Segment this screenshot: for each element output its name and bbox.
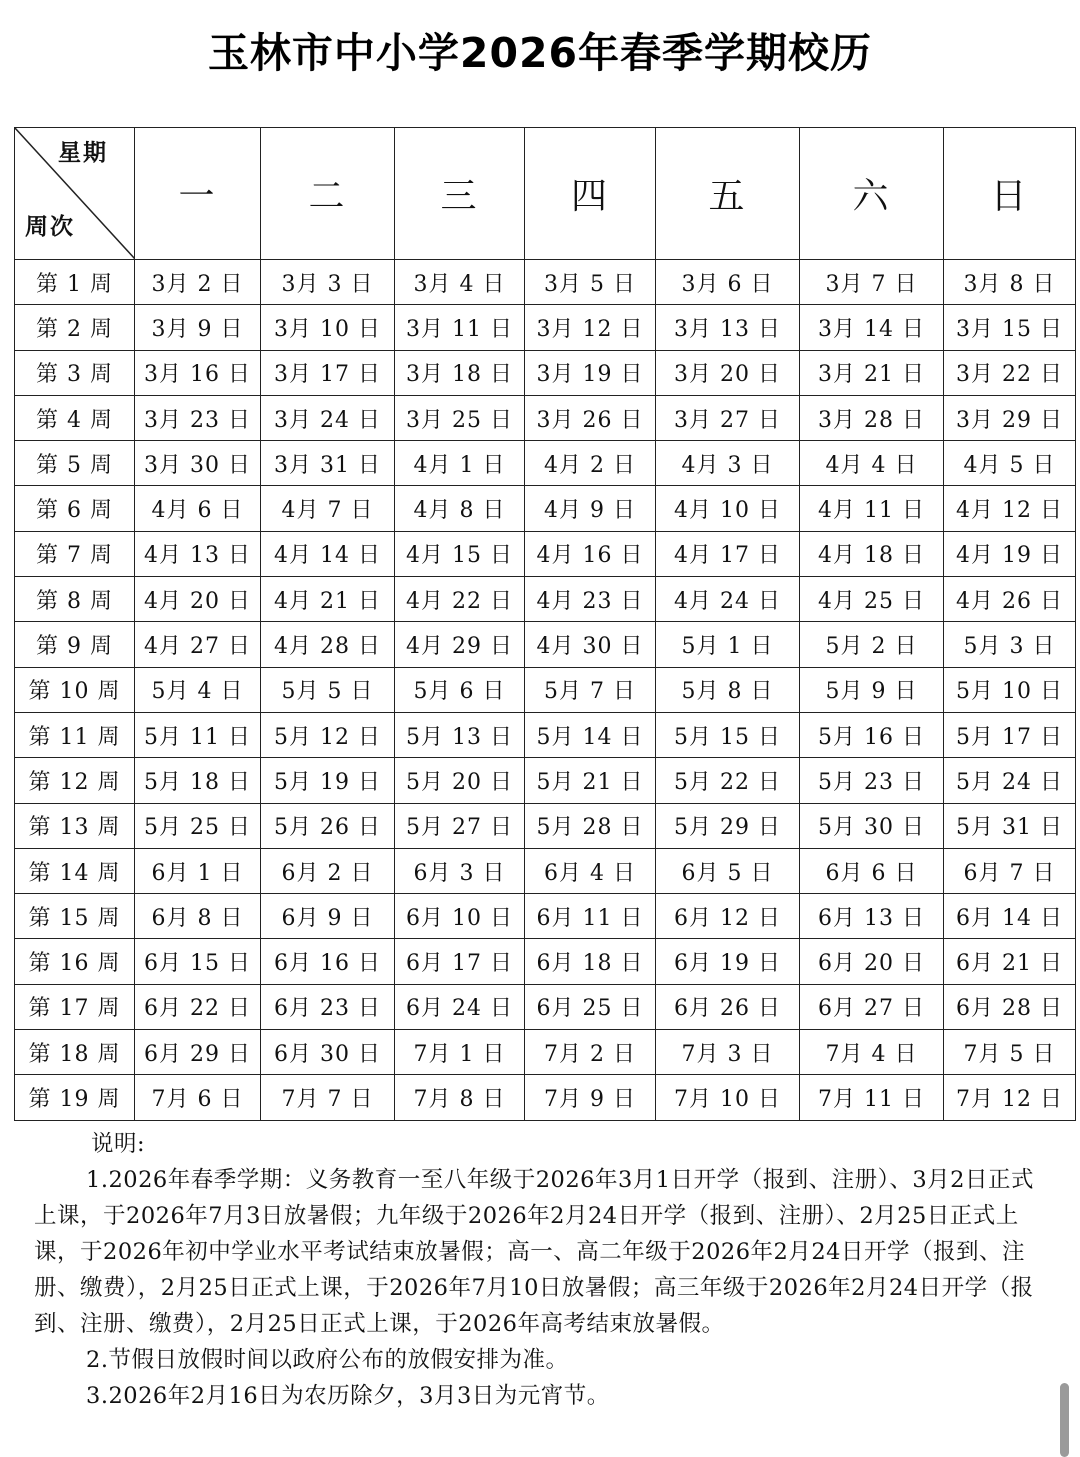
date-cell: 3月 11 日 bbox=[395, 305, 525, 350]
week-label-cell: 第 10 周 bbox=[15, 667, 135, 712]
date-cell: 6月 28 日 bbox=[944, 984, 1076, 1029]
date-cell: 3月 29 日 bbox=[944, 395, 1076, 440]
week-label-cell: 第 13 周 bbox=[15, 803, 135, 848]
table-row bbox=[15, 441, 1076, 486]
date-cell: 4月 25 日 bbox=[800, 577, 944, 622]
calendar-body bbox=[15, 260, 1076, 1121]
date-cell: 3月 21 日 bbox=[800, 350, 944, 395]
date-cell: 5月 16 日 bbox=[800, 712, 944, 757]
date-cell: 5月 10 日 bbox=[944, 667, 1076, 712]
date-cell: 7月 5 日 bbox=[944, 1030, 1076, 1075]
date-cell: 6月 4 日 bbox=[525, 848, 656, 893]
date-cell: 5月 27 日 bbox=[395, 803, 525, 848]
date-cell: 5月 18 日 bbox=[135, 758, 261, 803]
date-cell: 3月 12 日 bbox=[525, 305, 656, 350]
date-cell: 3月 4 日 bbox=[395, 260, 525, 305]
date-cell: 3月 9 日 bbox=[135, 305, 261, 350]
date-cell: 3月 13 日 bbox=[656, 305, 800, 350]
date-cell: 6月 11 日 bbox=[525, 894, 656, 939]
notes-heading: 说明: bbox=[91, 1131, 146, 1157]
date-cell: 5月 2 日 bbox=[800, 622, 944, 667]
date-cell: 3月 23 日 bbox=[135, 395, 261, 440]
table-row bbox=[15, 305, 1076, 350]
date-cell: 3月 6 日 bbox=[656, 260, 800, 305]
date-cell: 5月 29 日 bbox=[656, 803, 800, 848]
date-cell: 5月 30 日 bbox=[800, 803, 944, 848]
date-cell: 3月 17 日 bbox=[261, 350, 395, 395]
week-label-cell: 第 11 周 bbox=[15, 712, 135, 757]
week-label-cell: 第 19 周 bbox=[15, 1075, 135, 1120]
date-cell: 7月 8 日 bbox=[395, 1075, 525, 1120]
date-cell: 4月 7 日 bbox=[261, 486, 395, 531]
date-cell: 6月 8 日 bbox=[135, 894, 261, 939]
table-row bbox=[15, 531, 1076, 576]
date-cell: 4月 4 日 bbox=[800, 441, 944, 486]
table-row bbox=[15, 577, 1076, 622]
day-header-sun: 日 bbox=[944, 128, 1076, 260]
table-row bbox=[15, 803, 1076, 848]
date-cell: 6月 3 日 bbox=[395, 848, 525, 893]
date-cell: 3月 2 日 bbox=[135, 260, 261, 305]
table-row bbox=[15, 1075, 1076, 1120]
day-header-thu: 四 bbox=[525, 128, 656, 260]
school-calendar-table bbox=[14, 127, 1076, 1121]
date-cell: 7月 12 日 bbox=[944, 1075, 1076, 1120]
date-cell: 3月 14 日 bbox=[800, 305, 944, 350]
date-cell: 3月 3 日 bbox=[261, 260, 395, 305]
date-cell: 4月 23 日 bbox=[525, 577, 656, 622]
date-cell: 3月 28 日 bbox=[800, 395, 944, 440]
date-cell: 4月 5 日 bbox=[944, 441, 1076, 486]
day-header-tue: 二 bbox=[261, 128, 395, 260]
date-cell: 5月 31 日 bbox=[944, 803, 1076, 848]
date-cell: 6月 7 日 bbox=[944, 848, 1076, 893]
week-label-cell: 第 2 周 bbox=[15, 305, 135, 350]
table-row bbox=[15, 712, 1076, 757]
date-cell: 3月 10 日 bbox=[261, 305, 395, 350]
date-cell: 3月 22 日 bbox=[944, 350, 1076, 395]
date-cell: 6月 6 日 bbox=[800, 848, 944, 893]
date-cell: 4月 30 日 bbox=[525, 622, 656, 667]
week-label-cell: 第 8 周 bbox=[15, 577, 135, 622]
date-cell: 4月 14 日 bbox=[261, 531, 395, 576]
week-label-cell: 第 14 周 bbox=[15, 848, 135, 893]
date-cell: 3月 20 日 bbox=[656, 350, 800, 395]
day-header-sat: 六 bbox=[800, 128, 944, 260]
date-cell: 5月 8 日 bbox=[656, 667, 800, 712]
date-cell: 5月 19 日 bbox=[261, 758, 395, 803]
date-cell: 4月 27 日 bbox=[135, 622, 261, 667]
header-row bbox=[15, 128, 1076, 260]
day-header-mon: 一 bbox=[135, 128, 261, 260]
date-cell: 3月 31 日 bbox=[261, 441, 395, 486]
date-cell: 7月 10 日 bbox=[656, 1075, 800, 1120]
date-cell: 6月 23 日 bbox=[261, 984, 395, 1029]
date-cell: 4月 15 日 bbox=[395, 531, 525, 576]
date-cell: 5月 22 日 bbox=[656, 758, 800, 803]
date-cell: 3月 15 日 bbox=[944, 305, 1076, 350]
date-cell: 5月 5 日 bbox=[261, 667, 395, 712]
date-cell: 4月 10 日 bbox=[656, 486, 800, 531]
week-label-cell: 第 6 周 bbox=[15, 486, 135, 531]
date-cell: 4月 21 日 bbox=[261, 577, 395, 622]
date-cell: 4月 6 日 bbox=[135, 486, 261, 531]
date-cell: 3月 8 日 bbox=[944, 260, 1076, 305]
date-cell: 5月 12 日 bbox=[261, 712, 395, 757]
table-row bbox=[15, 984, 1076, 1029]
date-cell: 6月 14 日 bbox=[944, 894, 1076, 939]
date-cell: 6月 1 日 bbox=[135, 848, 261, 893]
date-cell: 4月 1 日 bbox=[395, 441, 525, 486]
date-cell: 4月 12 日 bbox=[944, 486, 1076, 531]
table-row bbox=[15, 667, 1076, 712]
table-row bbox=[15, 395, 1076, 440]
date-cell: 5月 14 日 bbox=[525, 712, 656, 757]
date-cell: 4月 9 日 bbox=[525, 486, 656, 531]
day-header-wed: 三 bbox=[395, 128, 525, 260]
date-cell: 6月 10 日 bbox=[395, 894, 525, 939]
date-cell: 4月 3 日 bbox=[656, 441, 800, 486]
date-cell: 4月 8 日 bbox=[395, 486, 525, 531]
date-cell: 5月 1 日 bbox=[656, 622, 800, 667]
date-cell: 4月 11 日 bbox=[800, 486, 944, 531]
table-row bbox=[15, 848, 1076, 893]
date-cell: 5月 11 日 bbox=[135, 712, 261, 757]
date-cell: 7月 11 日 bbox=[800, 1075, 944, 1120]
date-cell: 5月 13 日 bbox=[395, 712, 525, 757]
date-cell: 7月 6 日 bbox=[135, 1075, 261, 1120]
date-cell: 6月 21 日 bbox=[944, 939, 1076, 984]
date-cell: 4月 2 日 bbox=[525, 441, 656, 486]
date-cell: 4月 17 日 bbox=[656, 531, 800, 576]
date-cell: 7月 2 日 bbox=[525, 1030, 656, 1075]
table-row bbox=[15, 622, 1076, 667]
date-cell: 6月 2 日 bbox=[261, 848, 395, 893]
date-cell: 6月 12 日 bbox=[656, 894, 800, 939]
date-cell: 7月 3 日 bbox=[656, 1030, 800, 1075]
week-label-cell: 第 1 周 bbox=[15, 260, 135, 305]
date-cell: 6月 13 日 bbox=[800, 894, 944, 939]
table-row bbox=[15, 758, 1076, 803]
date-cell: 3月 16 日 bbox=[135, 350, 261, 395]
week-label-cell: 第 9 周 bbox=[15, 622, 135, 667]
table-row bbox=[15, 260, 1076, 305]
date-cell: 6月 27 日 bbox=[800, 984, 944, 1029]
date-cell: 4月 19 日 bbox=[944, 531, 1076, 576]
corner-header-cell bbox=[15, 128, 135, 260]
note-item-2: 2.节假日放假时间以政府公布的放假安排为准。 bbox=[86, 1347, 569, 1373]
date-cell: 6月 24 日 bbox=[395, 984, 525, 1029]
date-cell: 3月 18 日 bbox=[395, 350, 525, 395]
date-cell: 4月 18 日 bbox=[800, 531, 944, 576]
table-row bbox=[15, 486, 1076, 531]
date-cell: 4月 24 日 bbox=[656, 577, 800, 622]
date-cell: 7月 4 日 bbox=[800, 1030, 944, 1075]
date-cell: 7月 9 日 bbox=[525, 1075, 656, 1120]
scrollbar-thumb[interactable] bbox=[1060, 1383, 1069, 1457]
date-cell: 5月 21 日 bbox=[525, 758, 656, 803]
date-cell: 3月 24 日 bbox=[261, 395, 395, 440]
date-cell: 6月 25 日 bbox=[525, 984, 656, 1029]
week-label-cell: 第 12 周 bbox=[15, 758, 135, 803]
date-cell: 5月 15 日 bbox=[656, 712, 800, 757]
week-label-cell: 第 5 周 bbox=[15, 441, 135, 486]
date-cell: 4月 16 日 bbox=[525, 531, 656, 576]
date-cell: 6月 18 日 bbox=[525, 939, 656, 984]
weekday-axis-label: 星期 bbox=[58, 139, 108, 166]
date-cell: 4月 13 日 bbox=[135, 531, 261, 576]
date-cell: 4月 26 日 bbox=[944, 577, 1076, 622]
week-axis-label: 周次 bbox=[25, 213, 75, 240]
table-row bbox=[15, 350, 1076, 395]
date-cell: 4月 28 日 bbox=[261, 622, 395, 667]
date-cell: 6月 19 日 bbox=[656, 939, 800, 984]
date-cell: 3月 26 日 bbox=[525, 395, 656, 440]
date-cell: 5月 3 日 bbox=[944, 622, 1076, 667]
note-item-1: 1.2026年春季学期：义务教育一至八年级于2026年3月1日开学（报到、注册）、3月2日正式上课，于2026年7月3日放暑假；九年级于2026年2月24日开学（报到、注册）、2月25日正式上课，于2026年初中学业水平考试结束放暑假；高一、高二年级于2026年2月24日开学（报到、注册、缴费），2月25日正式上课，于2026年7月10日放暑假；高三年级于2026年2月24日开学（报到、注册、缴费），2月25日正式上课，于2026年高考结束放暑假。 bbox=[34, 1167, 1035, 1337]
date-cell: 3月 7 日 bbox=[800, 260, 944, 305]
date-cell: 5月 6 日 bbox=[395, 667, 525, 712]
date-cell: 3月 19 日 bbox=[525, 350, 656, 395]
date-cell: 6月 16 日 bbox=[261, 939, 395, 984]
table-row bbox=[15, 1030, 1076, 1075]
date-cell: 3月 27 日 bbox=[656, 395, 800, 440]
page-title: 玉林市中小学2026年春季学期校历 bbox=[207, 29, 873, 77]
week-label-cell: 第 16 周 bbox=[15, 939, 135, 984]
date-cell: 5月 4 日 bbox=[135, 667, 261, 712]
date-cell: 6月 9 日 bbox=[261, 894, 395, 939]
date-cell: 6月 26 日 bbox=[656, 984, 800, 1029]
date-cell: 5月 23 日 bbox=[800, 758, 944, 803]
table-row bbox=[15, 939, 1076, 984]
date-cell: 5月 28 日 bbox=[525, 803, 656, 848]
date-cell: 5月 26 日 bbox=[261, 803, 395, 848]
date-cell: 6月 5 日 bbox=[656, 848, 800, 893]
week-label-cell: 第 15 周 bbox=[15, 894, 135, 939]
week-label-cell: 第 18 周 bbox=[15, 1030, 135, 1075]
week-label-cell: 第 17 周 bbox=[15, 984, 135, 1029]
week-label-cell: 第 4 周 bbox=[15, 395, 135, 440]
date-cell: 6月 15 日 bbox=[135, 939, 261, 984]
week-label-cell: 第 7 周 bbox=[15, 531, 135, 576]
week-label-cell: 第 3 周 bbox=[15, 350, 135, 395]
table-row bbox=[15, 894, 1076, 939]
date-cell: 3月 25 日 bbox=[395, 395, 525, 440]
date-cell: 7月 7 日 bbox=[261, 1075, 395, 1120]
date-cell: 5月 9 日 bbox=[800, 667, 944, 712]
date-cell: 6月 29 日 bbox=[135, 1030, 261, 1075]
date-cell: 6月 22 日 bbox=[135, 984, 261, 1029]
date-cell: 3月 30 日 bbox=[135, 441, 261, 486]
date-cell: 4月 29 日 bbox=[395, 622, 525, 667]
date-cell: 5月 24 日 bbox=[944, 758, 1076, 803]
date-cell: 3月 5 日 bbox=[525, 260, 656, 305]
date-cell: 5月 20 日 bbox=[395, 758, 525, 803]
date-cell: 6月 30 日 bbox=[261, 1030, 395, 1075]
date-cell: 5月 25 日 bbox=[135, 803, 261, 848]
note-item-3: 3.2026年2月16日为农历除夕，3月3日为元宵节。 bbox=[86, 1383, 610, 1409]
day-header-fri: 五 bbox=[656, 128, 800, 260]
date-cell: 6月 17 日 bbox=[395, 939, 525, 984]
date-cell: 6月 20 日 bbox=[800, 939, 944, 984]
date-cell: 5月 17 日 bbox=[944, 712, 1076, 757]
notes-section bbox=[34, 1126, 1044, 1414]
date-cell: 4月 20 日 bbox=[135, 577, 261, 622]
date-cell: 7月 1 日 bbox=[395, 1030, 525, 1075]
date-cell: 5月 7 日 bbox=[525, 667, 656, 712]
date-cell: 4月 22 日 bbox=[395, 577, 525, 622]
